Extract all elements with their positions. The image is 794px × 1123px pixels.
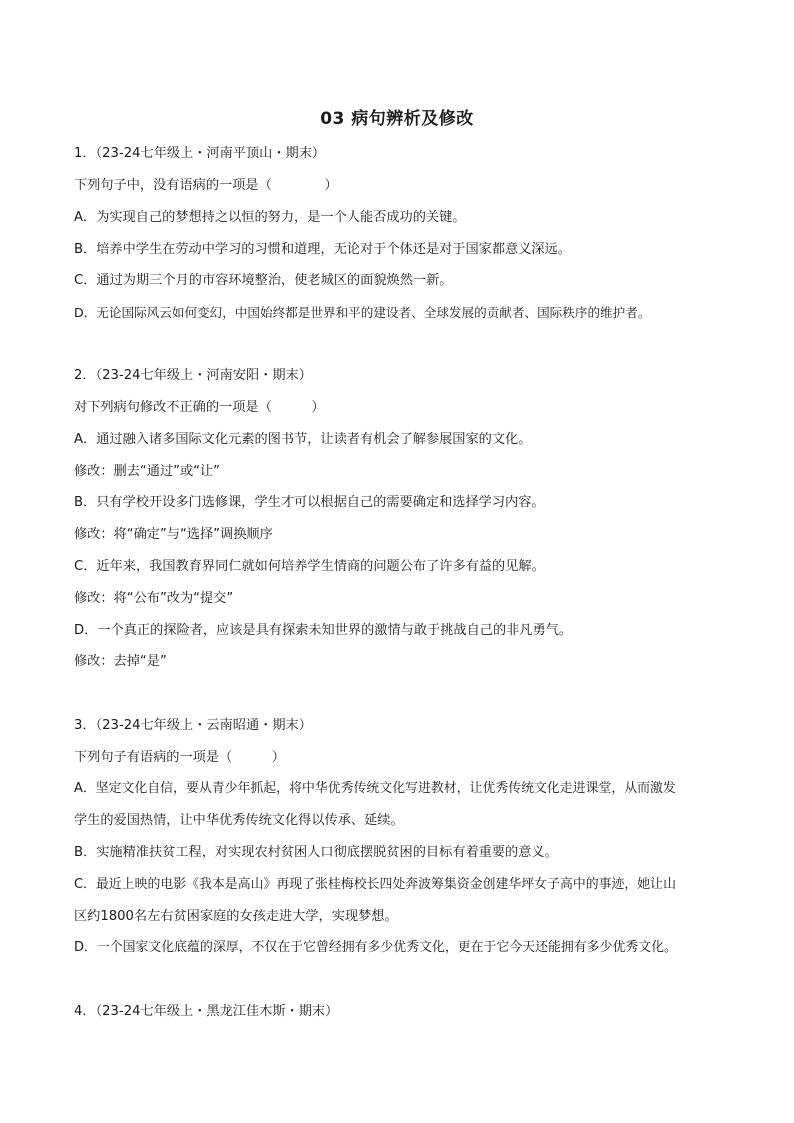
question-1-option-a: A．为实现自己的梦想持之以恒的努力，是一个人能否成功的关键。: [74, 210, 466, 225]
question-3-header: 3．（23-24七年级上・云南昭通・期末）: [74, 718, 312, 733]
question-1-option-b: B．培养中学生在劳动中学习的习惯和道理，无论对于个体还是对于国家都意义深远。: [74, 242, 571, 257]
question-4-header: 4．（23-24七年级上・黑龙江佳木斯・期末）: [74, 1004, 339, 1019]
question-3-stem: 下列句子有语病的一项是（ ）: [74, 750, 285, 765]
question-2-stem: 对下列病句修改不正确的一项是（ ）: [74, 400, 325, 415]
question-2-fix-c: 修改：将“公布”改为“提交”: [74, 591, 234, 606]
question-2-option-c: C．近年来，我国教育界同仁就如何培养学生情商的问题公布了许多有益的见解。: [74, 559, 545, 574]
question-3-option-d: D．一个国家文化底蕴的深厚，不仅在于它曾经拥有多少优秀文化，更在于它今天还能拥有多少优秀文化。: [74, 940, 677, 955]
question-1-header: 1．（23-24七年级上・河南平顶山・期末）: [74, 146, 326, 161]
question-3-option-c-cont: 区约1800名左右贫困家庭的女孩走进大学，实现梦想。: [74, 909, 398, 924]
question-2-option-a: A．通过融入诸多国际文化元素的图书节，让读者有机会了解参展国家的文化。: [74, 432, 532, 447]
question-2-header: 2．（23-24七年级上・河南安阳・期末）: [74, 368, 312, 383]
question-2-fix-b: 修改：将“确定”与“选择”调换顺序: [74, 527, 273, 542]
question-3-option-a: A．坚定文化自信，要从青少年抓起，将中华优秀传统文化写进教材，让优秀传统文化走进课堂，从而激发: [74, 781, 676, 796]
question-3-option-a-cont: 学生的爱国热情，让中华优秀传统文化得以传承、延续。: [74, 813, 404, 828]
page-title: 03 病句辨析及修改: [320, 109, 474, 129]
question-3-option-c: C．最近上映的电影《我本是高山》再现了张桂梅校长四处奔波筹集资金创建华坪女子高中的事迹，她让山: [74, 877, 676, 892]
question-2-option-b: B．只有学校开设多门选修课，学生才可以根据自己的需要确定和选择学习内容。: [74, 495, 545, 510]
question-1-stem: 下列句子中，没有语病的一项是（ ）: [74, 178, 338, 193]
question-2-fix-d: 修改：去掉“是”: [74, 654, 167, 669]
question-3-option-b: B．实施精准扶贫工程，对实现农村贫困人口彻底摆脱贫困的目标有着重要的意义。: [74, 845, 558, 860]
question-1-option-d: D．无论国际风云如何变幻，中国始终都是世界和平的建设者、全球发展的贡献者、国际秩序的维护者。: [74, 305, 651, 320]
question-2-option-d: D．一个真正的探险者，应该是具有探索未知世界的激情与敢于挑战自己的非凡勇气。: [74, 623, 573, 638]
question-2-fix-a: 修改：删去“通过”或“让”: [74, 464, 221, 479]
question-1-option-c: C．通过为期三个月的市容环境整治，使老城区的面貌焕然一新。: [74, 273, 453, 288]
